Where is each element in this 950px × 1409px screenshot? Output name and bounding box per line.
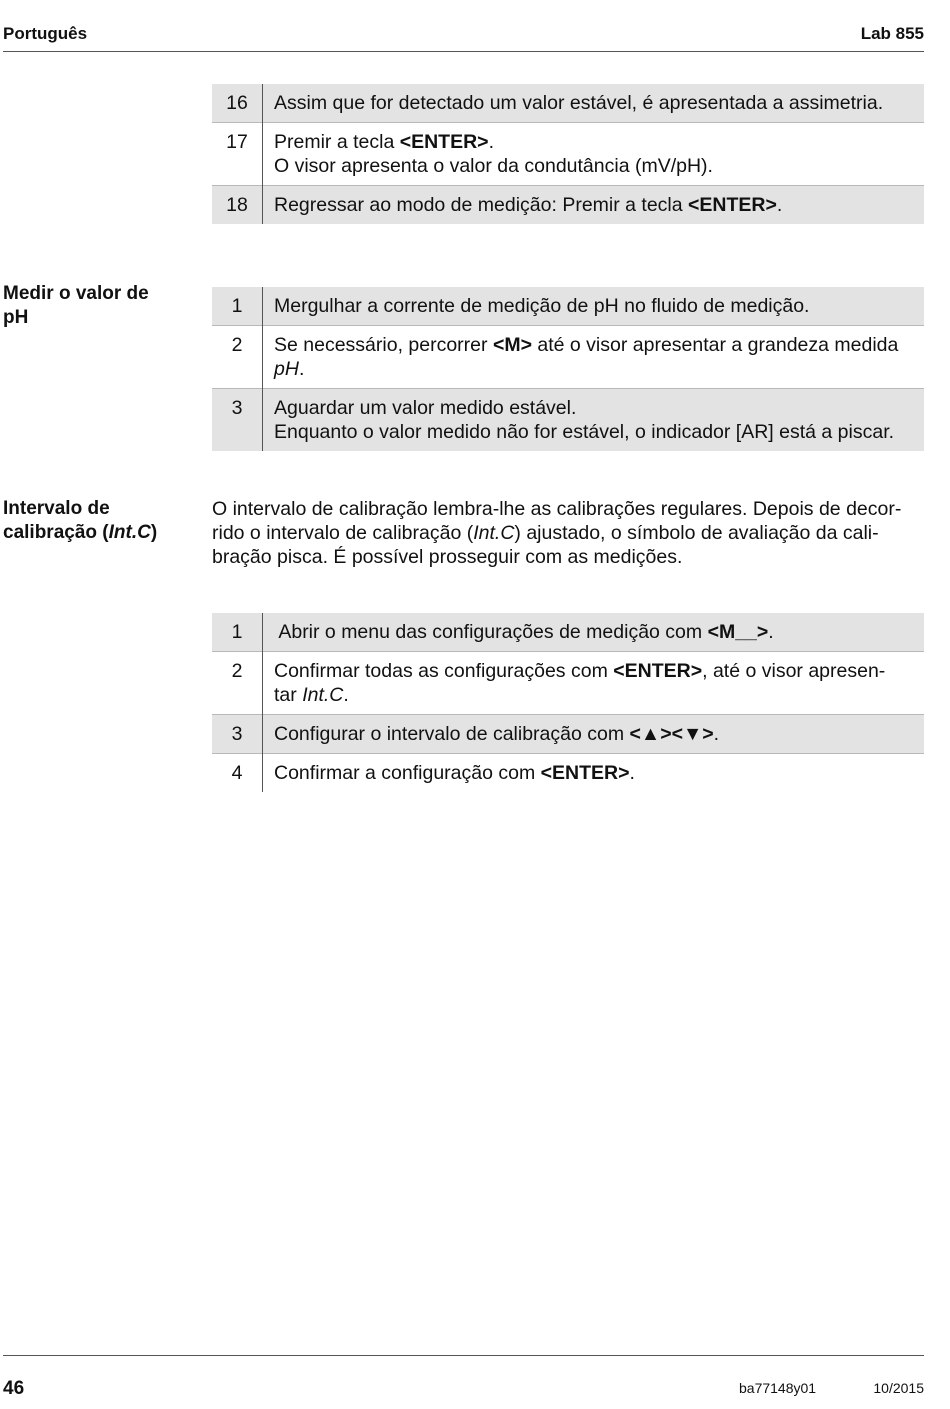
step-text: Premir a tecla <ENTER>. O visor apresenta o valor da condutância (mV/pH). bbox=[263, 123, 925, 186]
key-label: <M__> bbox=[707, 621, 769, 643]
step-number: 4 bbox=[212, 754, 263, 793]
steps-table-calibration-interval bbox=[212, 613, 924, 792]
step-number: 1 bbox=[212, 613, 263, 652]
steps-table-measure-ph bbox=[212, 287, 924, 451]
step-text: Se necessário, percorrer <M> até o visor apresentar a grandeza medida pH. bbox=[263, 326, 925, 389]
table-row bbox=[212, 186, 924, 225]
key-label: <M> bbox=[492, 334, 532, 356]
table-row bbox=[212, 389, 924, 452]
step-text: Abrir o menu das configurações de medição com <M__>. bbox=[263, 613, 925, 652]
key-label: <ENTER> bbox=[540, 762, 630, 784]
table-row bbox=[212, 613, 924, 652]
header-product: Lab 855 bbox=[860, 24, 924, 43]
step-number: 17 bbox=[212, 123, 263, 186]
step-number: 18 bbox=[212, 186, 263, 225]
page-number: 46 bbox=[3, 1378, 25, 1399]
section-label-calibration-interval: Intervalo de calibração (Int.C) bbox=[3, 498, 158, 543]
table-row bbox=[212, 84, 924, 123]
key-label: <ENTER> bbox=[399, 131, 489, 153]
step-number: 3 bbox=[212, 389, 263, 452]
step-text: Configurar o intervalo de calibração com <▲><▼>. bbox=[263, 715, 925, 754]
document-id: ba77148y01 bbox=[739, 1380, 817, 1396]
step-number: 3 bbox=[212, 715, 263, 754]
header-rule bbox=[3, 51, 924, 52]
step-number: 1 bbox=[212, 287, 263, 326]
table-row bbox=[212, 652, 924, 715]
header-language: Português bbox=[3, 24, 88, 43]
step-number: 2 bbox=[212, 652, 263, 715]
step-text: Aguardar um valor medido estável. Enquanto o valor medido não for estável, o indicador [AR] está a piscar. bbox=[263, 389, 925, 452]
table-row bbox=[212, 754, 924, 793]
step-text: Mergulhar a corrente de medição de pH no fluido de medição. bbox=[263, 287, 925, 326]
steps-table-continued bbox=[212, 84, 924, 224]
footer-rule bbox=[3, 1355, 924, 1356]
section-label-measure-ph: Medir o valor de pH bbox=[3, 283, 149, 328]
step-text: Assim que for detectado um valor estável, é apresentada a assimetria. bbox=[263, 84, 925, 123]
arrow-keys-label: <▲><▼> bbox=[629, 723, 714, 745]
step-number: 16 bbox=[212, 84, 263, 123]
step-number: 2 bbox=[212, 326, 263, 389]
key-label: <ENTER> bbox=[613, 660, 703, 682]
key-label: <ENTER> bbox=[688, 194, 777, 216]
table-row bbox=[212, 326, 924, 389]
table-row bbox=[212, 287, 924, 326]
step-text: Confirmar a configuração com <ENTER>. bbox=[263, 754, 925, 793]
table-row bbox=[212, 715, 924, 754]
document-date: 10/2015 bbox=[873, 1380, 924, 1396]
table-row bbox=[212, 123, 924, 186]
step-text: Regressar ao modo de medição: Premir a tecla <ENTER>. bbox=[263, 186, 925, 225]
calibration-interval-description: O intervalo de calibração lembra-lhe as calibrações regulares. Depois de decor- rido o intervalo de calibração (Int.C) ajustado, o símbolo de avaliação da cali- bração pisca. É possível prosseguir com as medições. bbox=[212, 498, 902, 568]
step-text: Confirmar todas as configurações com <ENTER>, até o visor apresen- tar Int.C. bbox=[263, 652, 925, 715]
